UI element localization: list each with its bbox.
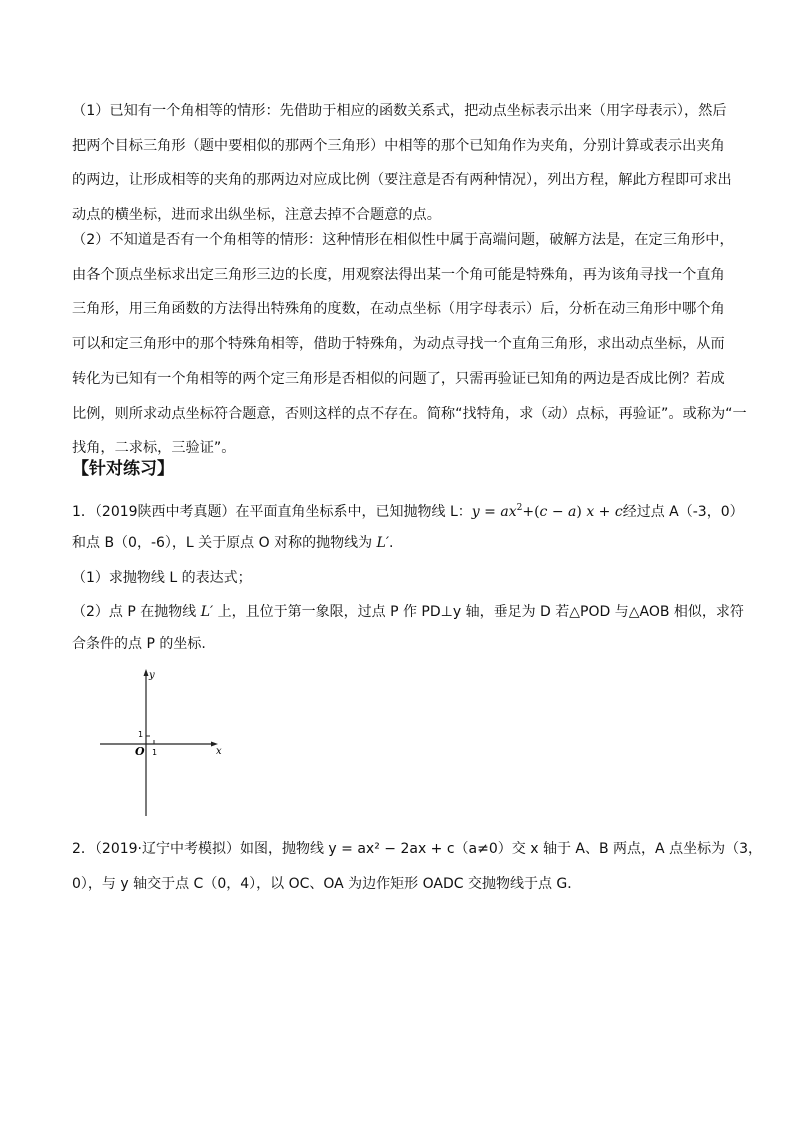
text-line: 三角形，用三角函数的方法得出特殊角的度数，在动点坐标（用字母表示）后，分析在动三角形中哪个角 (72, 301, 725, 318)
text-line: 比例，则所求动点坐标符合题意，否则这样的点不存在。简称“找特角，求（动）点标，再验证”。或称为“一 (72, 405, 747, 422)
method-paragraph-2 (72, 223, 747, 466)
reflected-parabola-label: L′ (200, 604, 214, 620)
question-1-text: . (389, 535, 394, 551)
method-paragraph-1 (72, 94, 732, 233)
question-1-line-2 (72, 532, 393, 554)
text-line: 由各个顶点坐标求出定三角形三边的长度，用观察法得出某一个角可能是特殊角，再为该角寻找一个直角 (72, 266, 725, 283)
text-line: 动点的横坐标，进而求出纵坐标，注意去掉不合题意的点。 (72, 207, 441, 224)
x-axis-label: x (216, 746, 222, 757)
question-1-text: 上，且位于第一象限，过点 P 作 PD⊥y 轴，垂足为 D 若△POD 与△AOB 相似，求符 (213, 604, 744, 620)
reflected-parabola-label: L′ (376, 535, 390, 551)
question-1-stem-tail: 经过点 A（-3，0） (622, 504, 744, 520)
question-2-line-2: 0），与 y 轴交于点 C（0，4），以 OC、OA 为边作矩形 OADC 交抛物线于点 G． (72, 876, 582, 892)
y-tick-label: 1 (138, 730, 144, 739)
text-line: 找角，二求标，三验证”。 (72, 440, 236, 457)
question-1-stem: 1．（2019陕西中考真题）在平面直角坐标系中，已知抛物线 L： (72, 504, 472, 520)
question-1-part-1: （1）求抛物线 L 的表达式； (72, 570, 252, 586)
y-axis-label: y (149, 670, 155, 681)
coordinate-axes-figure (100, 666, 230, 816)
text-line: （2）不知道是否有一个角相等的情形：这种情形在相似性中属于高端问题，破解方法是，在定三角形中， (72, 232, 734, 248)
question-1-part-2-cont: 合条件的点 P 的坐标. (72, 636, 206, 652)
question-1-text: 和点 B（0，-6），L 关于原点 O 对称的抛物线为 (72, 535, 377, 551)
question-2-line-1: 2．（2019·辽宁中考模拟）如图，抛物线 y = ax² − 2ax + c（a≠0）交 x 轴于 A、B 两点，A 点坐标为（3， (72, 841, 762, 857)
text-line: 把两个目标三角形（题中要相似的那两个三角形）中相等的那个已知角作为夹角，分别计算或表示出夹角 (72, 137, 725, 154)
origin-label: O (135, 745, 145, 758)
text-line: （1）已知有一个角相等的情形：先借助于相应的函数关系式，把动点坐标表示出来（用字母表示），然后 (72, 103, 727, 119)
y-axis-arrow (144, 669, 149, 676)
text-line: 可以和定三角形中的那个特殊角相等，借助于特殊角，为动点寻找一个直角三角形，求出动点坐标，从而 (72, 336, 725, 353)
question-1-part-2 (72, 601, 744, 623)
text-line: 转化为已知有一个角相等的两个定三角形是否相似的问题了，只需再验证已知角的两边是否成比例？若成 (72, 370, 725, 387)
parabola-formula: $y = ax^2+(c - a) x + c$ (471, 503, 623, 520)
text-line: 的两边，让形成相等的夹角的那两边对应成比例（要注意是否有两种情况），列出方程，解此方程即可求出 (72, 172, 732, 189)
section-heading: 【针对练习】 (72, 459, 174, 479)
question-1-text: （2）点 P 在抛物线 (72, 604, 201, 620)
x-tick-label: 1 (152, 748, 158, 757)
question-1-line-1 (72, 497, 744, 523)
